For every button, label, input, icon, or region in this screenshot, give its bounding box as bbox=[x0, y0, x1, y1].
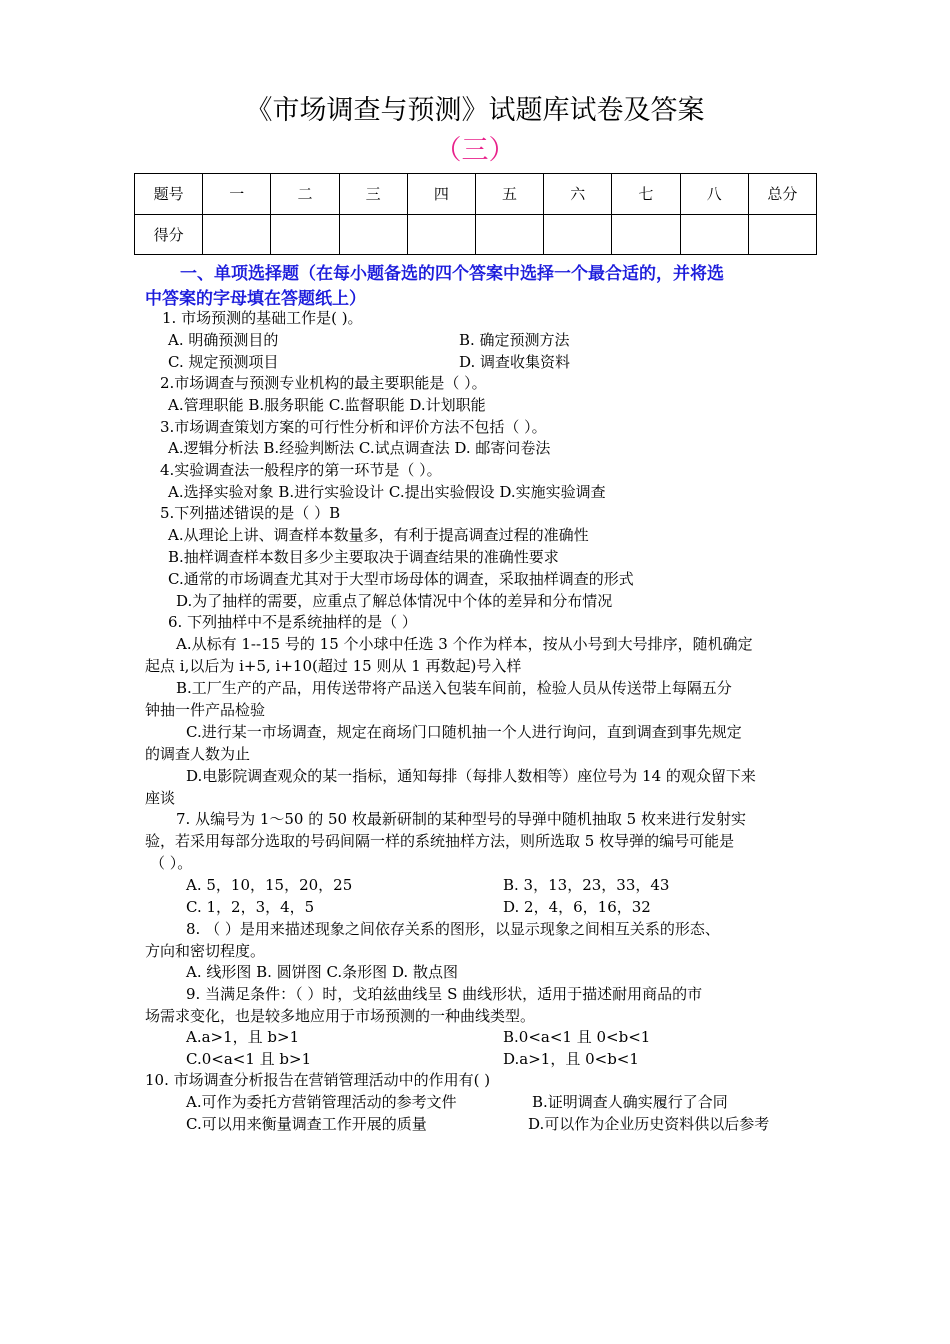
question-6-option-d: D.电影院调查观众的某一指标，通知每排（每排人数相等）座位号为 14 的观众留下来 bbox=[186, 767, 756, 785]
question-4-stem: 4.实验调查法一般程序的第一环节是（ ）。 bbox=[160, 461, 442, 479]
score-cell: 题号 bbox=[135, 174, 203, 215]
score-cell[interactable] bbox=[544, 214, 612, 255]
question-9-stem: 9. 当满足条件：（ ）时，戈珀兹曲线呈 S 曲线形状，适用于描述耐用商品的市 bbox=[186, 985, 703, 1003]
score-cell: 得分 bbox=[135, 214, 203, 255]
question-4-options: A.选择实验对象 B.进行实验设计 C.提出实验假设 D.实施实验调查 bbox=[168, 483, 606, 501]
question-5-option-a: A.从理论上讲、调查样本数量多，有利于提高调查过程的准确性 bbox=[168, 526, 589, 544]
question-6-option-a-cont: 起点 i,以后为 i+5, i+10(超过 15 则从 1 再数起)号入样 bbox=[145, 657, 522, 675]
question-8-stem-cont: 方向和密切程度。 bbox=[145, 942, 266, 960]
question-2-options: A.管理职能 B.服务职能 C.监督职能 D.计划职能 bbox=[168, 396, 486, 414]
question-6-option-c: C.进行某一市场调查，规定在商场门口随机抽一个人进行询问，直到调查到事先规定 bbox=[186, 723, 742, 741]
score-cell: 总分 bbox=[748, 174, 816, 215]
question-1-stem: 1. 市场预测的基础工作是( )。 bbox=[162, 309, 363, 327]
question-7-option-a: A. 5，10，15，20，25 bbox=[186, 876, 353, 894]
question-10-option-b: B.证明调查人确实履行了合同 bbox=[532, 1093, 728, 1111]
score-cell: 二 bbox=[271, 174, 339, 215]
score-cell[interactable] bbox=[271, 214, 339, 255]
question-3-options: A.逻辑分析法 B.经验判断法 C.试点调查法 D. 邮寄问卷法 bbox=[168, 439, 551, 457]
question-9-option-c: C.0<a<1 且 b>1 bbox=[186, 1050, 312, 1068]
score-cell: 五 bbox=[475, 174, 543, 215]
question-10-option-a: A.可作为委托方营销管理活动的参考文件 bbox=[186, 1093, 457, 1111]
question-5-stem: 5.下列描述错误的是（ ）B bbox=[160, 504, 341, 522]
score-cell[interactable] bbox=[203, 214, 271, 255]
question-6-option-b-cont: 钟抽一件产品检验 bbox=[145, 701, 266, 719]
question-9-stem-cont: 场需求变化，也是较多地应用于市场预测的一种曲线类型。 bbox=[145, 1007, 536, 1025]
score-table-score-row bbox=[135, 214, 817, 255]
question-7-stem-cont: 验，若采用每部分选取的号码间隔一样的系统抽样方法，则所选取 5 枚导弹的编号可能是 bbox=[145, 832, 735, 850]
section-heading-line2: 中答案的字母填在答题纸上） bbox=[145, 289, 366, 309]
score-cell: 四 bbox=[407, 174, 475, 215]
question-6-option-c-cont: 的调查人数为止 bbox=[145, 745, 251, 763]
question-10-option-d: D.可以作为企业历史资料供以后参考 bbox=[528, 1115, 770, 1133]
question-9-option-b: B.0<a<1 且 0<b<1 bbox=[503, 1028, 651, 1046]
question-6-option-a: A.从标有 1--15 号的 15 个小球中任选 3 个作为样本，按从小号到大号排序，随机确定 bbox=[176, 635, 753, 653]
score-cell[interactable] bbox=[612, 214, 680, 255]
score-cell: 七 bbox=[612, 174, 680, 215]
question-5-option-c: C.通常的市场调查尤其对于大型市场母体的调查，采取抽样调查的形式 bbox=[168, 570, 634, 588]
page-subtitle: （三） bbox=[434, 135, 516, 166]
score-cell: 八 bbox=[680, 174, 748, 215]
score-cell[interactable] bbox=[475, 214, 543, 255]
page-title: 《市场调查与预测》试题库试卷及答案 bbox=[245, 95, 705, 126]
question-5-option-b: B.抽样调查样本数目多少主要取决于调查结果的准确性要求 bbox=[168, 548, 559, 566]
question-10-option-c: C.可以用来衡量调查工作开展的质量 bbox=[186, 1115, 427, 1133]
question-1-option-b: B. 确定预测方法 bbox=[459, 331, 570, 349]
question-7-stem: 7. 从编号为 1～50 的 50 枚最新研制的某种型号的导弹中随机抽取 5 枚来进行发射实 bbox=[176, 810, 746, 828]
score-cell: 六 bbox=[544, 174, 612, 215]
question-10-stem: 10. 市场调查分析报告在营销管理活动中的作用有( ) bbox=[145, 1071, 491, 1089]
question-6-stem: 6. 下列抽样中不是系统抽样的是（ ） bbox=[168, 613, 417, 631]
question-3-stem: 3.市场调查策划方案的可行性分析和评价方法不包括（ ）。 bbox=[160, 418, 547, 436]
question-7-stem-end: （ ）。 bbox=[150, 854, 193, 872]
question-1-option-a: A. 明确预测目的 bbox=[168, 331, 279, 349]
question-9-option-d: D.a>1，且 0<b<1 bbox=[503, 1050, 639, 1068]
question-7-option-c: C. 1，2，3，4，5 bbox=[186, 898, 315, 916]
question-7-option-b: B. 3，13，23，33，43 bbox=[503, 876, 670, 894]
question-7-option-d: D. 2，4，6，16，32 bbox=[503, 898, 651, 916]
question-6-option-b: B.工厂生产的产品，用传送带将产品送入包装车间前，检验人员从传送带上每隔五分 bbox=[176, 679, 732, 697]
score-cell[interactable] bbox=[748, 214, 816, 255]
question-6-option-d-cont: 座谈 bbox=[145, 789, 176, 807]
score-table bbox=[134, 173, 817, 255]
question-2-stem: 2.市场调查与预测专业机构的最主要职能是（ ）。 bbox=[160, 374, 487, 392]
question-8-stem: 8. （ ）是用来描述现象之间依存关系的图形，以显示现象之间相互关系的形态、 bbox=[186, 920, 720, 938]
question-1-option-d: D. 调查收集资料 bbox=[459, 353, 571, 371]
score-cell[interactable] bbox=[339, 214, 407, 255]
question-5-option-d: D.为了抽样的需要，应重点了解总体情况中个体的差异和分布情况 bbox=[176, 592, 613, 610]
score-cell: 三 bbox=[339, 174, 407, 215]
score-cell[interactable] bbox=[407, 214, 475, 255]
score-cell: 一 bbox=[203, 174, 271, 215]
question-8-options: A. 线形图 B. 圆饼图 C.条形图 D. 散点图 bbox=[186, 963, 458, 981]
question-1-option-c: C. 规定预测项目 bbox=[168, 353, 279, 371]
score-cell[interactable] bbox=[680, 214, 748, 255]
section-heading-line1: 一、单项选择题（在每小题备选的四个答案中选择一个最合适的，并将选 bbox=[180, 264, 724, 284]
score-table-header-row bbox=[135, 174, 817, 215]
question-9-option-a: A.a>1，且 b>1 bbox=[186, 1028, 300, 1046]
